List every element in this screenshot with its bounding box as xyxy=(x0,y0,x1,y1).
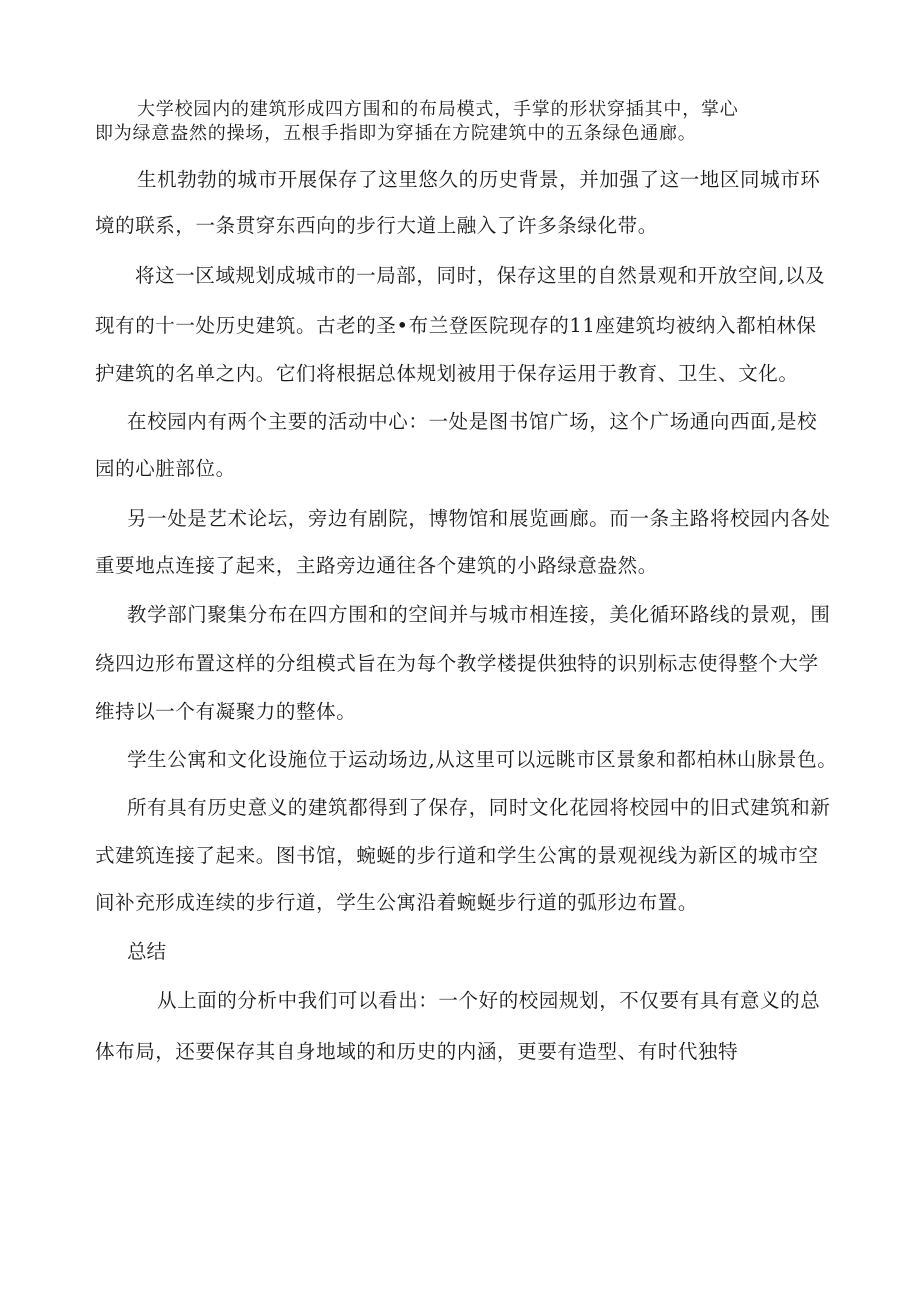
paragraph-2-line-1: 生机勃勃的城市开展保存了这里悠久的历史背景，并加强了这一地区同城市环 xyxy=(137,168,821,191)
paragraph-8-line-1: 所有具有历史意义的建筑都得到了保存，同时文化花园将校园中的旧式建筑和新 xyxy=(127,796,831,819)
paragraph-6-line-1: 教学部门聚集分布在四方围和的空间并与城市相连接，美化循环路线的景观，围 xyxy=(127,603,831,626)
paragraph-4-line-1: 在校园内有两个主要的活动中心：一处是图书馆广场，这个广场通向西面,是校 xyxy=(127,410,818,433)
paragraph-5-line-2: 重要地点连接了起来，主路旁边通往各个建筑的小路绿意盎然。 xyxy=(95,554,658,577)
summary-heading: 总结 xyxy=(127,940,167,963)
paragraph-4-line-2: 园的心脏部位。 xyxy=(95,457,236,480)
paragraph-2-line-2: 境的联系，一条贯穿东西向的步行大道上融入了许多条绿化带。 xyxy=(95,214,658,237)
paragraph-8-line-2: 式建筑连接了起来。图书馆，蜿蜒的步行道和学生公寓的景观视线为新区的城市空 xyxy=(95,844,819,867)
summary-line-1: 从上面的分析中我们可以看出：一个好的校园规划，不仅要有具有意义的总 xyxy=(157,989,821,1012)
paragraph-3-line-2: 现有的十一处历史建筑。古老的圣•布兰登医院现存的11座建筑均被纳入都柏林保 xyxy=(95,314,817,337)
paragraph-6-line-2: 绕四边形布置这样的分组模式旨在为每个教学楼提供独特的识别标志使得整个大学 xyxy=(95,652,819,675)
paragraph-1-line-1: 大学校园内的建筑形成四方围和的布局模式，手掌的形状穿插其中，掌心 xyxy=(137,99,739,120)
paragraph-7-line-1: 学生公寓和文化设施位于运动场边,从这里可以远眺市区景象和都柏林山脉景色。 xyxy=(127,748,838,771)
paragraph-6-line-3: 维持以一个有凝聚力的整体。 xyxy=(95,700,357,723)
paragraph-3-line-1: 将这一区域规划成城市的一局部，同时，保存这里的自然景观和开放空间,以及 xyxy=(135,264,826,287)
paragraph-5-line-1: 另一处是艺术论坛，旁边有剧院，博物馆和展览画廊。而一条主路将校园内各处 xyxy=(127,507,831,530)
summary-line-2: 体布局，还要保存其自身地域的和历史的内涵，更要有造型、有时代独特 xyxy=(95,1040,739,1063)
paragraph-3-line-3: 护建筑的名单之内。它们将根据总体规划被用于保存运用于教育、卫生、文化。 xyxy=(95,362,799,385)
paragraph-8-line-3: 间补充形成连续的步行道，学生公寓沿着蜿蜒步行道的弧形边布置。 xyxy=(95,891,699,914)
paragraph-1-line-2: 即为绿意盎然的操场，五根手指即为穿插在方院建筑中的五条绿色通廊。 xyxy=(95,123,697,144)
